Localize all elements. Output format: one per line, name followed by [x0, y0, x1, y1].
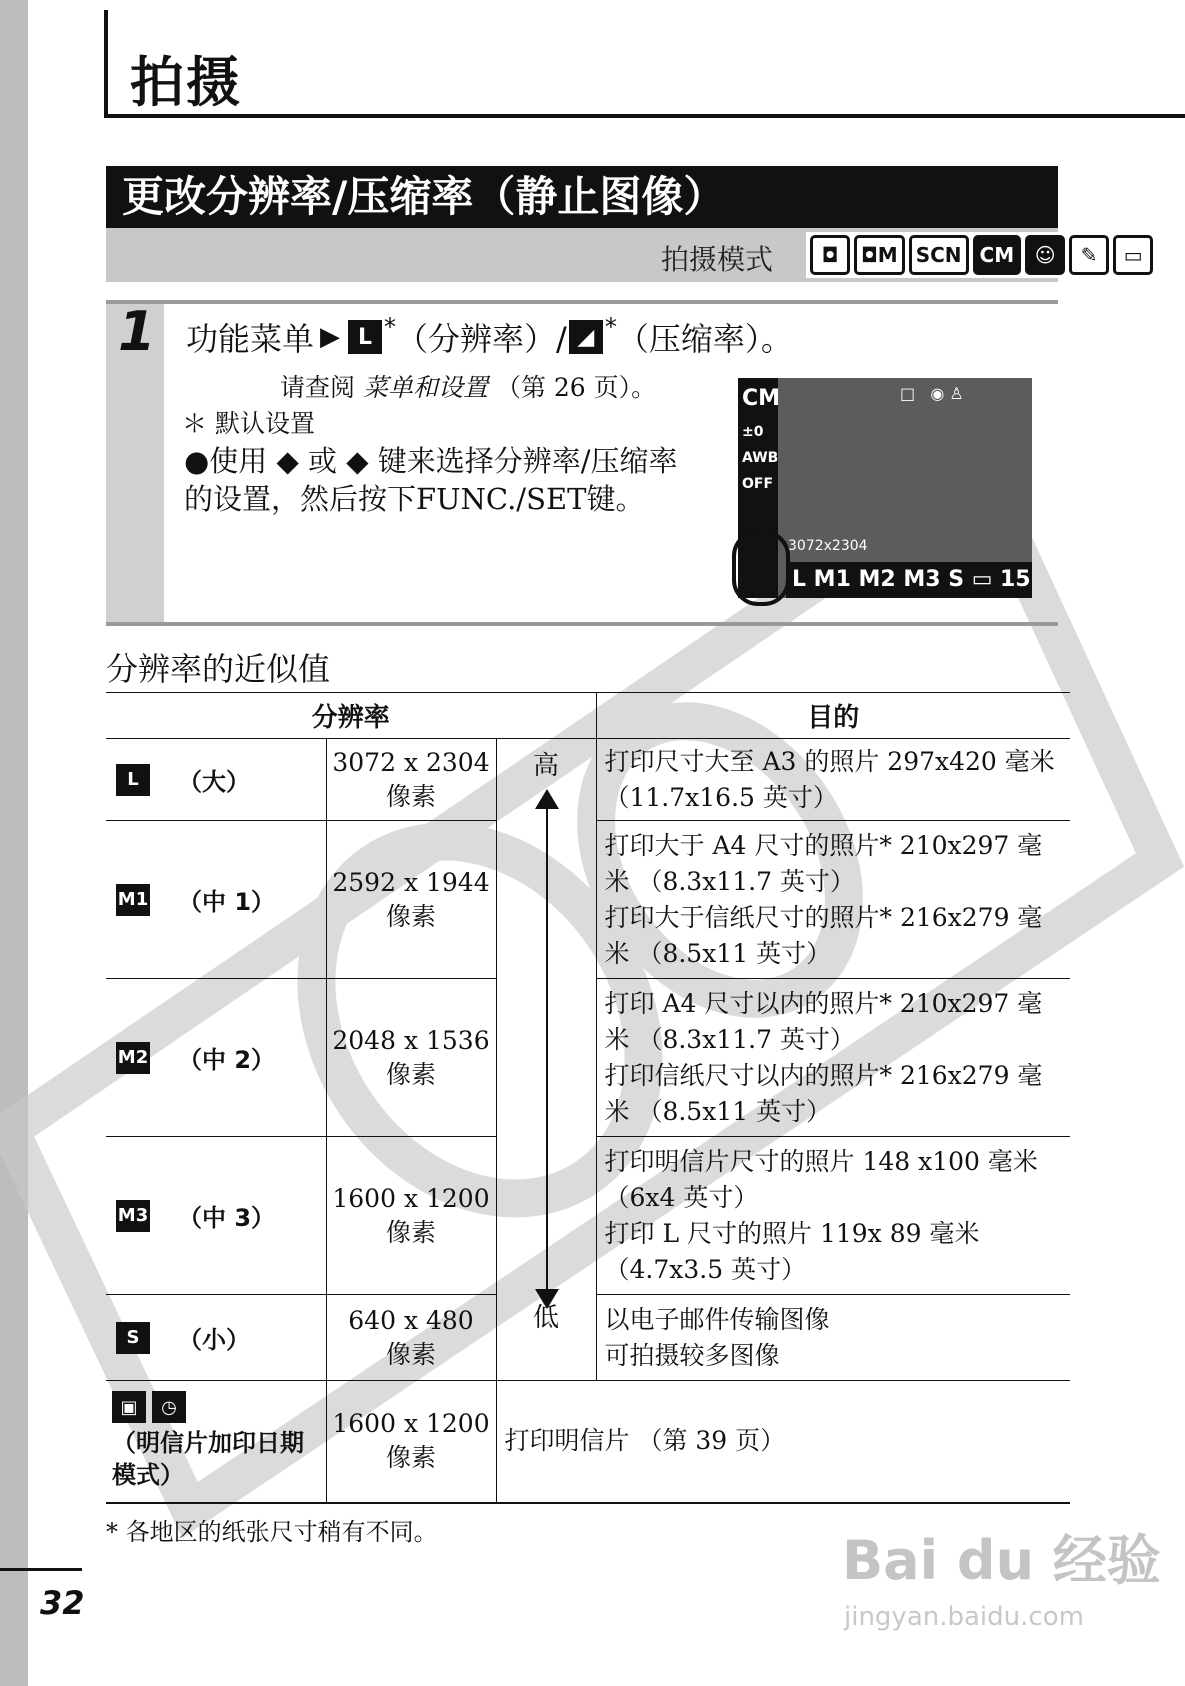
size-s-icon: S — [116, 1322, 150, 1354]
footnote: * 各地区的纸张尺寸稍有不同。 — [106, 1518, 438, 1546]
high-label: 高 — [532, 751, 559, 781]
lcd-highlight-ring — [732, 530, 790, 606]
res-unit: 像素 — [385, 901, 436, 931]
baidu-watermark-url: jingyan.baidu.com — [844, 1602, 1084, 1632]
ref-prefix: 请查阅 — [280, 373, 356, 402]
stitch-icon: ✎ — [1069, 235, 1109, 275]
size-m3-icon: M3 — [116, 1200, 150, 1232]
portrait-icon: ☺ — [1025, 235, 1065, 275]
lcd-mode: CM — [742, 386, 781, 411]
res-value: 3072 x 2304 — [332, 747, 490, 777]
table-row — [106, 739, 1070, 821]
ref-link[interactable]: 菜单和设置 — [362, 373, 488, 402]
size-label: （大） — [178, 768, 250, 796]
quality-scale — [496, 739, 596, 1381]
table-row-postcard — [106, 1381, 1070, 1503]
scn-icon: SCN — [909, 235, 969, 275]
auto-camera-icon: ◘ — [810, 235, 850, 275]
side-strip — [0, 0, 28, 1686]
baidu-watermark-logo: Bai du 经验 — [842, 1529, 1161, 1592]
shooting-mode-label: 拍摄模式 — [661, 243, 774, 276]
res-unit: 像素 — [385, 1217, 436, 1247]
section-title: 更改分辨率/压缩率（静止图像） — [106, 166, 1058, 228]
purpose-line: 以电子邮件传输图像 — [604, 1304, 830, 1334]
chapter-rule-horizontal — [104, 114, 1185, 118]
purpose-line: 打印信纸尺寸以内的照片* 216x279 毫米 （8.5x11 英寸） — [604, 1060, 1043, 1126]
chapter-rule-vertical — [104, 10, 108, 118]
ref-suffix: （第 26 页）。 — [495, 373, 657, 402]
lcd-item: ±0 — [742, 424, 764, 440]
page-number: 32 — [40, 1584, 85, 1622]
res-value: 1600 x 1200 — [332, 1409, 490, 1439]
lcd-item: AWB — [742, 450, 779, 466]
resolution-large-icon: L — [348, 320, 382, 354]
header-purpose: 目的 — [596, 693, 1070, 739]
reference-line — [280, 368, 656, 404]
res-unit: 像素 — [385, 781, 436, 811]
postcard-label: （明信片加印日期模式） — [112, 1429, 304, 1490]
size-label: （小） — [178, 1326, 250, 1354]
default-note: ＊ 默认设置 — [182, 409, 315, 438]
mode-icon-group — [806, 232, 1157, 278]
default-star: * — [384, 313, 397, 341]
table-header-row — [106, 693, 1070, 739]
low-label: 低 — [532, 1303, 559, 1333]
page-rule — [0, 1568, 82, 1571]
purpose-line: 打印大于信纸尺寸的照片* 216x279 毫米 （8.5x11 英寸） — [604, 902, 1043, 968]
res-unit: 像素 — [385, 1059, 436, 1089]
bullet-instruction: ●使用 ◆ 或 ◆ 键来选择分辨率/压缩率的设置，然后按下FUNC./SET键。 — [184, 444, 678, 516]
manual-camera-icon: ◘M — [854, 235, 905, 275]
purpose-line: 打印 A4 尺寸以内的照片* 210x297 毫米 （8.3x11.7 英寸） — [604, 988, 1043, 1054]
lcd-resolution-options: L M1 M2 M3 S ▭ — [786, 562, 1032, 598]
lcd-shot-count: 15 — [1000, 567, 1031, 592]
resolution-table — [106, 692, 1070, 1504]
shooting-mode-bar — [106, 228, 1143, 282]
quality-arrow-icon — [527, 789, 567, 1309]
res-value: 2592 x 1944 — [332, 867, 490, 897]
size-label: （中 2） — [178, 1046, 276, 1074]
step-rule-bottom — [106, 622, 1058, 626]
step-text-c: （压缩率）。 — [616, 320, 793, 358]
size-m1-icon: M1 — [116, 884, 150, 916]
chapter-title: 拍摄 — [130, 51, 242, 114]
movie-icon: ▭ — [1113, 235, 1153, 275]
res-unit: 像素 — [385, 1339, 436, 1369]
step-rule-top — [106, 300, 1058, 304]
step-text-a: 功能菜单 — [186, 320, 315, 358]
header-resolution: 分辨率 — [106, 693, 596, 739]
size-label: （中 1） — [178, 888, 276, 916]
postcard-icon: ▣ — [112, 1391, 146, 1423]
custom-icon: CM — [973, 235, 1022, 275]
lcd-item: OFF — [742, 476, 774, 492]
step-text-b: （分辨率）/ — [396, 320, 567, 358]
step-number: 1 — [118, 300, 156, 363]
arrow-right-icon: ▶ — [320, 322, 341, 352]
table-title: 分辨率的近似值 — [106, 650, 331, 688]
purpose-line: 打印明信片 （第 39 页） — [504, 1426, 786, 1456]
lcd-status-icons: □ ◉ ♙ — [900, 384, 964, 403]
purpose-line: 打印大于 A4 尺寸的照片* 210x297 毫米 （8.3x11.7 英寸） — [604, 830, 1043, 896]
size-m2-icon: M2 — [116, 1042, 150, 1074]
purpose-line: 打印 L 尺寸的照片 119x 89 毫米 （4.7x3.5 英寸） — [604, 1218, 980, 1284]
purpose-line: 打印明信片尺寸的照片 148 x100 毫米 （6x4 英寸） — [604, 1146, 1038, 1212]
purpose-line: 打印尺寸大至 A3 的照片 297x420 毫米 （11.7x16.5 英寸） — [604, 746, 1055, 812]
size-l-icon: L — [116, 764, 150, 796]
res-value: 640 x 480 — [348, 1305, 474, 1335]
postcard-date-icon: ◷ — [152, 1391, 186, 1423]
default-star: * — [604, 313, 617, 341]
res-value: 1600 x 1200 — [332, 1183, 490, 1213]
compression-icon: ◢ — [569, 320, 603, 354]
res-value: 2048 x 1536 — [332, 1025, 490, 1055]
res-unit: 像素 — [385, 1443, 436, 1473]
lcd-resolution: 3072x2304 — [788, 538, 868, 554]
purpose-line: 可拍摄较多图像 — [604, 1340, 780, 1370]
step-instruction — [186, 314, 793, 360]
size-label: （中 3） — [178, 1204, 276, 1232]
